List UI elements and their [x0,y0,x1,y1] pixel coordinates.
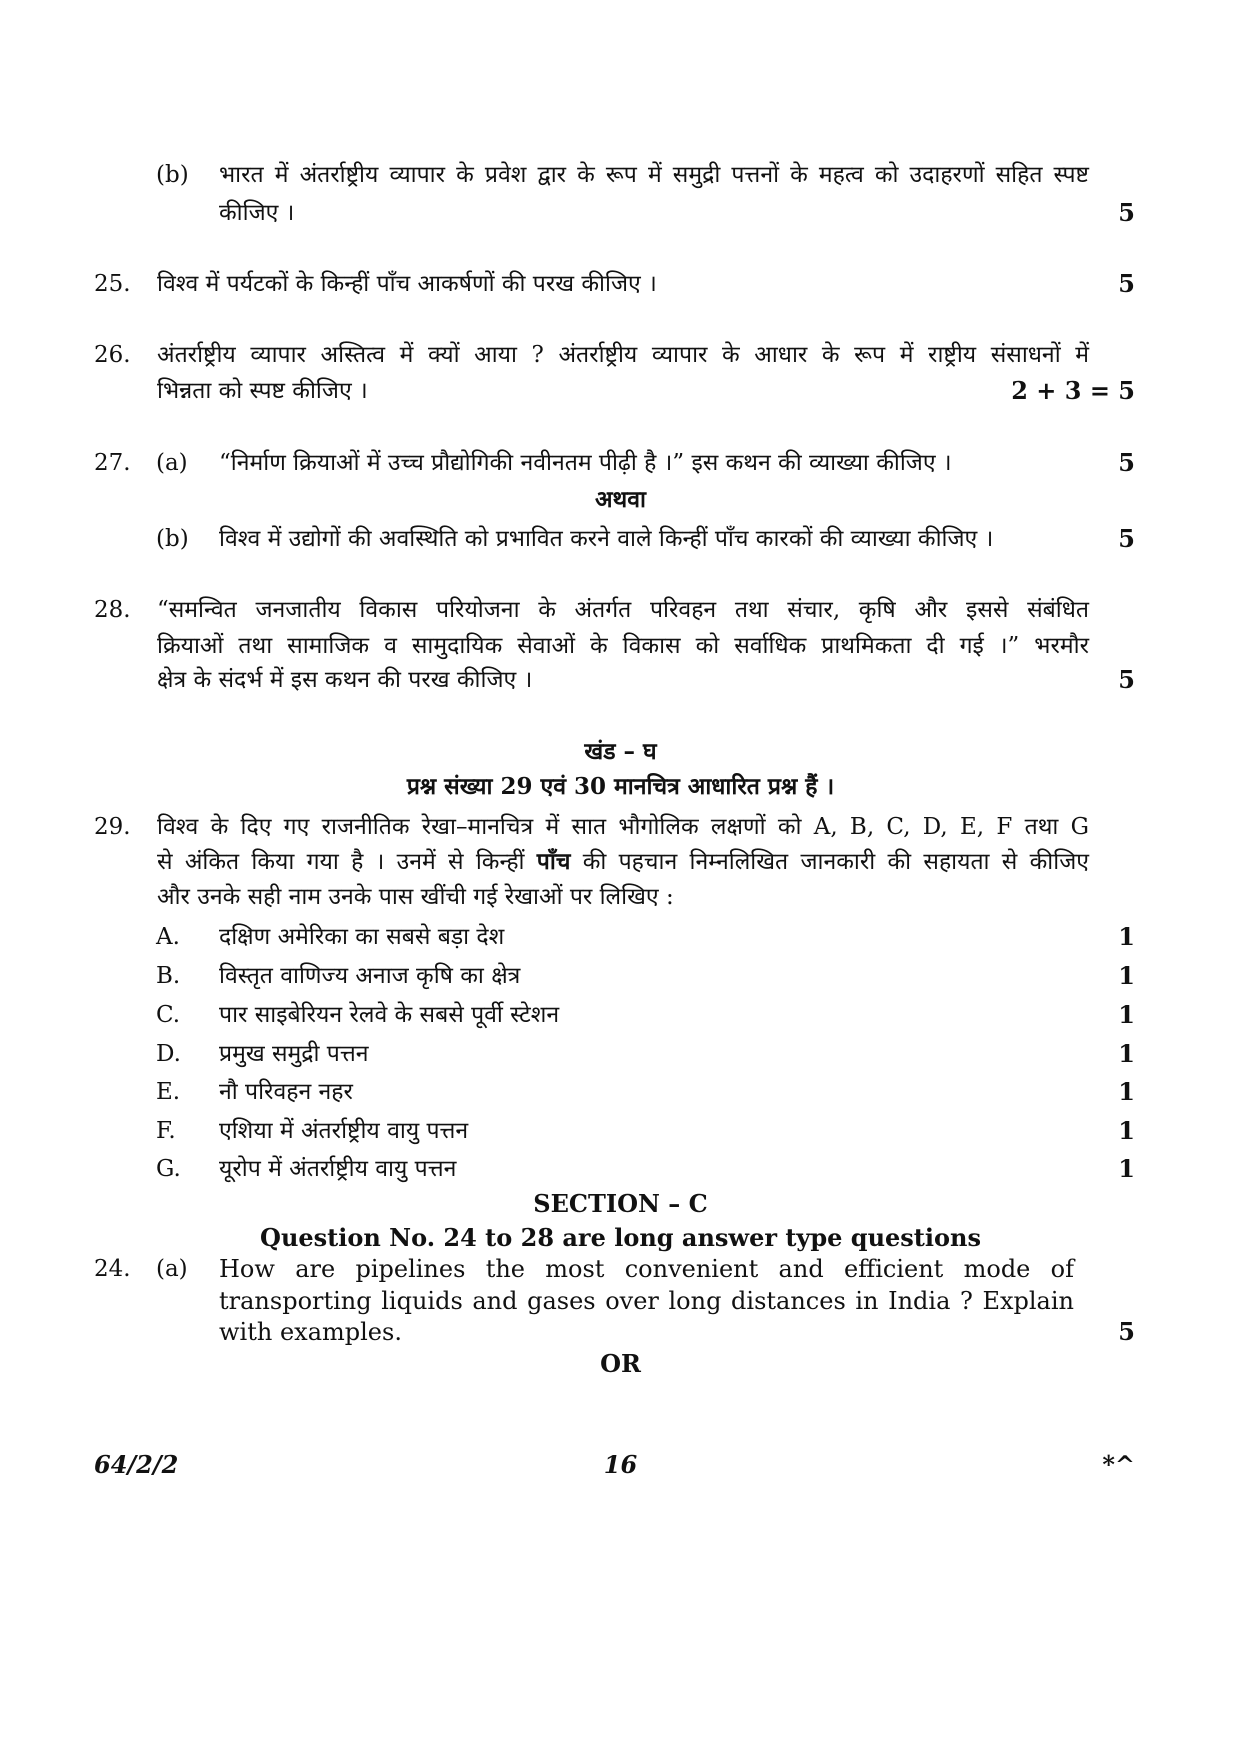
q29-item-marks: 1 [1118,1154,1135,1183]
q26-number: 26. [94,342,131,368]
q29-item-marks: 1 [1118,1039,1135,1068]
q28-line2: क्रियाओं तथा सामाजिक व सामुदायिक सेवाओं के विकास को सर्वाधिक प्राथमिकता दी गई ।” भरमौर [157,633,1089,659]
q27b-text: विश्व में उद्योगों की अवस्थिति को प्रभावित करने वाले किन्हीं पाँच कारकों की व्याख्या कीजिए । [219,526,994,552]
q29-item-text: पार साइबेरियन रेलवे के सबसे पूर्वी स्टेशन [219,1002,560,1028]
q24-number: 24. [94,1256,131,1282]
q27a-label: (a) [156,450,188,476]
footer-mark: *^ [1102,1450,1135,1479]
q24a-line3: with examples. [219,1318,402,1346]
q29-line2-pre: से अंकित किया गया है । उनमें से किन्हीं [157,849,537,875]
q29-item-label: B. [156,963,181,989]
q26-marks: 2 + 3 = 5 [1011,376,1135,405]
q29-item-marks: 1 [1118,961,1135,990]
q24b-label: (b) [156,162,189,188]
q29-item-marks: 1 [1118,1077,1135,1106]
q27a-text: “निर्माण क्रियाओं में उच्च प्रौद्योगिकी नवीनतम पीढ़ी है ।” इस कथन की व्याख्या कीजिए । [219,450,952,476]
q25-marks: 5 [1118,269,1135,298]
q29-line2-bold: पाँच [536,848,571,875]
q27a-marks: 5 [1118,448,1135,477]
q29-item-label: D. [156,1041,181,1067]
q25-text: विश्व में पर्यटकों के किन्हीं पाँच आकर्षणों की परख कीजिए । [157,271,657,297]
q24b-line1: भारत में अंतर्राष्ट्रीय व्यापार के प्रवेश द्वार के रूप में समुद्री पत्तनों के महत्व को उदाहरणों सहित स्पष्ट [219,162,1089,188]
q24b-marks: 5 [1118,198,1135,227]
q24-or: OR [600,1349,641,1378]
q29-item-label: A. [156,924,180,950]
q29-item-text: एशिया में अंतर्राष्ट्रीय वायु पत्तन [219,1118,469,1144]
q24a-line1: How are pipelines the most convenient and efficient mode of [219,1255,1074,1283]
q28-number: 28. [94,597,131,623]
q24a-marks: 5 [1118,1317,1135,1346]
footer-page-number: 16 [603,1450,638,1479]
section-c-subtitle: Question No. 24 to 28 are long answer type questions [260,1223,981,1252]
q26-line1: अंतर्राष्ट्रीय व्यापार अस्तित्व में क्यों आया ? अंतर्राष्ट्रीय व्यापार के आधार के रूप में राष्ट्रीय संसाधनों में [157,342,1089,368]
q29-line3: और उनके सही नाम उनके पास खींची गई रेखाओं पर लिखिए : [157,884,674,910]
footer-paper-code: 64/2/2 [94,1450,179,1479]
q29-item-label: E. [156,1079,181,1105]
q24a-line2: transporting liquids and gases over long distances in India ? Explain [219,1287,1074,1315]
q29-item-marks: 1 [1118,922,1135,951]
q29-item-marks: 1 [1118,1000,1135,1029]
q29-item-label: G. [156,1156,181,1182]
section-d-subtitle: प्रश्न संख्या 29 एवं 30 मानचित्र आधारित प्रश्न हैं । [406,773,835,800]
q29-item-text: नौ परिवहन नहर [219,1079,353,1105]
q29-item-label: F. [156,1118,176,1144]
q27-number: 27. [94,450,131,476]
q28-line1: “समन्वित जनजातीय विकास परियोजना के अंतर्गत परिवहन तथा संचार, कृषि और इससे संबंधित [157,597,1089,623]
q29-item-marks: 1 [1118,1116,1135,1145]
section-c-title: SECTION – C [533,1189,708,1218]
q27b-marks: 5 [1118,524,1135,553]
q29-number: 29. [94,814,131,840]
q24a-label: (a) [156,1256,188,1282]
q29-line1: विश्व के दिए गए राजनीतिक रेखा–मानचित्र में सात भौगोलिक लक्षणों को A, B, C, D, E, F तथा G [157,814,1089,840]
section-d-title: खंड – घ [584,738,657,765]
q28-marks: 5 [1118,665,1135,694]
q29-item-text: यूरोप में अंतर्राष्ट्रीय वायु पत्तन [219,1156,457,1182]
q24b-line2: कीजिए । [219,200,295,226]
q29-item-text: दक्षिण अमेरिका का सबसे बड़ा देश [219,924,505,950]
q29-line2 [157,843,1089,881]
q29-line2-post: की पहचान निम्नलिखित जानकारी की सहायता से कीजिए [570,849,1089,875]
q28-line3: क्षेत्र के संदर्भ में इस कथन की परख कीजिए । [157,667,533,693]
q26-line2: भिन्नता को स्पष्ट कीजिए । [157,378,368,404]
q25-number: 25. [94,271,131,297]
q27-or: अथवा [594,486,646,513]
q29-item-text: प्रमुख समुद्री पत्तन [219,1041,369,1067]
q29-item-label: C. [156,1002,181,1028]
q27b-label: (b) [156,526,189,552]
q29-item-text: विस्तृत वाणिज्य अनाज कृषि का क्षेत्र [219,963,521,989]
